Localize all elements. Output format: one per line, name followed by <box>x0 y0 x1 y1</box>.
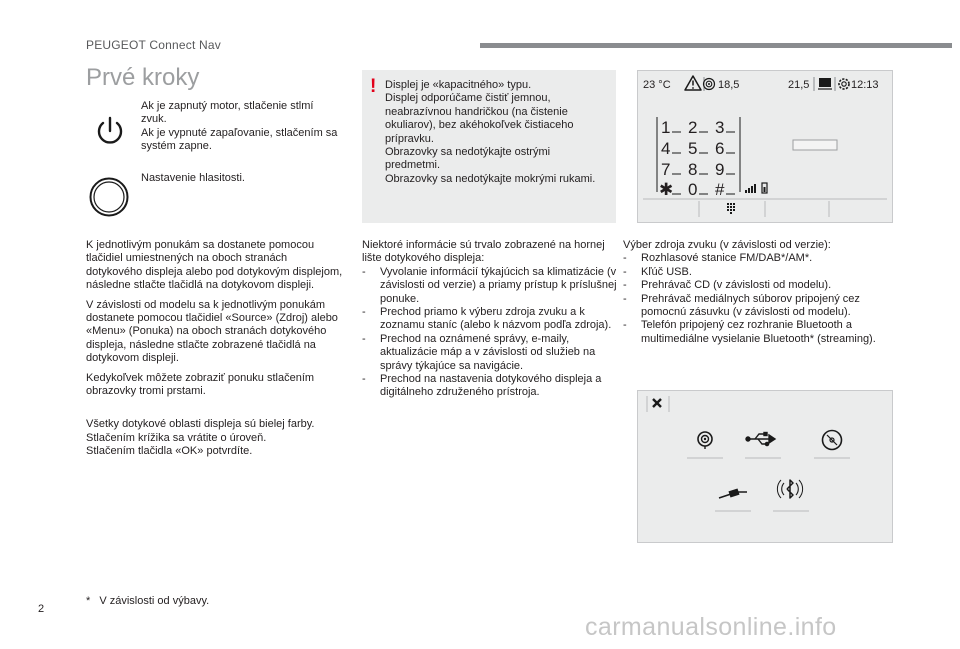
warning-text <box>385 79 607 186</box>
middle-item-1: - Vyvolanie informácií týkajúcich sa klimatizácie (v závislosti od verzie) a priamy prístup k príslušnej ponuke. <box>362 266 618 306</box>
bluetooth-icon <box>777 480 802 498</box>
warning-line-1: Displej je «kapacitného» typu. <box>385 79 532 91</box>
right-intro: Výber zdroja zvuku (v závislosti od verzie): <box>623 239 831 251</box>
warning-mark: ! <box>370 76 377 97</box>
middle-column <box>362 239 618 400</box>
keypad-key-hash: # <box>715 180 725 199</box>
audio-source-5: - Telefón pripojený cez rozhranie Bluetooth a multimediálne vysielanie Bluetooth* (streaming). <box>623 319 895 346</box>
keypad-underscores <box>672 132 735 194</box>
radio-source-icon <box>698 432 712 449</box>
screen-keypad-drawing <box>637 70 893 223</box>
radio-icon <box>704 79 715 90</box>
power-description <box>141 100 341 154</box>
number-input-field <box>793 140 837 150</box>
keypad-key-3: 3 <box>715 118 725 137</box>
screen-sources-drawing <box>637 390 893 543</box>
middle-item-2: - Prechod priamo k výberu zdroja zvuku a k zoznamu staníc (alebo k názvom podľa zdroja). <box>362 306 618 333</box>
keypad-key-4: 4 <box>661 139 671 158</box>
keypad-key-star: ✱ <box>659 180 674 199</box>
warning-line-4: Obrazovky sa nedotýkajte mokrými rukami. <box>385 172 596 185</box>
audio-source-list <box>623 252 895 346</box>
audio-source-3: - Prehrávač CD (v závislosti od modelu). <box>623 279 895 292</box>
usb-icon <box>746 433 775 446</box>
warning-triangle-icon <box>685 76 701 90</box>
freq-value-1: 18,5 <box>718 79 740 91</box>
keypad-key-6: 6 <box>715 139 725 158</box>
keypad-key-0: 0 <box>688 180 698 199</box>
right-column <box>623 239 895 346</box>
left-column <box>86 239 344 459</box>
footnote-mark: * <box>86 595 91 607</box>
header-bar <box>480 43 952 48</box>
keypad-key-5: 5 <box>688 139 698 158</box>
left-para-6: Stlačením tlačidla «OK» potvrdíte. <box>86 445 253 458</box>
left-para-2: V závislosti od modelu sa k jednotlivým ponukám dostanete pomocou tlačidiel «Source» (Zdroj) alebo «Menu» (Ponuka) na oboch stranách dotykového displeja, následne stlačte zobrazené tlačidlá na dotykovom displeji. <box>86 298 338 365</box>
audio-source-4: - Prehrávač mediálnych súborov pripojený cez pomocnú zásuvku (v závislosti od modelu). <box>623 293 895 320</box>
keypad-menu-icon <box>727 203 735 214</box>
middle-intro: Niektoré informácie sú trvalo zobrazené na hornej lište dotykového displeja: <box>362 239 605 265</box>
volume-knob-icon <box>88 176 130 218</box>
keypad-key-1: 1 <box>661 118 671 137</box>
power-text-1: Ak je zapnutý motor, stlačenie stlmí zvuk. <box>141 100 314 126</box>
power-icon <box>90 111 130 151</box>
keypad-key-7: 7 <box>661 160 671 179</box>
keypad-key-2: 2 <box>688 118 698 137</box>
power-text-2: Ak je vypnuté zapaľovanie, stlačením sa systém zapne. <box>141 126 338 153</box>
cd-icon <box>823 431 842 450</box>
audio-source-1: - Rozhlasové stanice FM/DAB*/AM*. <box>623 252 895 265</box>
footnote <box>86 595 346 608</box>
volume-text: Nastavenie hlasitosti. <box>141 172 245 184</box>
left-para-5: Stlačením krížika sa vrátite o úroveň. <box>86 431 267 444</box>
watermark: carmanualsonline.info <box>585 613 837 641</box>
message-icon <box>818 78 832 89</box>
footnote-text: V závislosti od výbavy. <box>99 595 210 607</box>
middle-list <box>362 266 618 400</box>
settings-gear-icon <box>839 79 849 89</box>
page-number: 2 <box>38 603 45 615</box>
left-para-3: Kedykoľvek môžete zobraziť ponuku stlačením obrazovky tromi prstami. <box>86 371 315 398</box>
freq-value-2: 21,5 <box>788 79 810 91</box>
time-value: 12:13 <box>851 79 879 91</box>
keypad-key-8: 8 <box>688 160 698 179</box>
left-para-4: Všetky dotykové oblasti displeja sú bielej farby. <box>86 418 315 431</box>
temp-value: 23 °C <box>643 79 671 91</box>
middle-item-4: - Prechod na nastavenia dotykového displeja a digitálneho združeného prístroja. <box>362 373 618 400</box>
signal-strength-icon <box>745 184 756 193</box>
header-title: PEUGEOT Connect Nav <box>86 38 221 52</box>
warning-line-3: Obrazovky sa nedotýkajte ostrými predmetmi. <box>385 146 551 172</box>
page-title: Prvé kroky <box>86 64 200 91</box>
close-icon <box>653 399 661 407</box>
keypad-key-9: 9 <box>715 160 725 179</box>
audio-source-2: - Kľúč USB. <box>623 266 895 279</box>
aux-cable-icon <box>719 489 747 498</box>
left-para-1: K jednotlivým ponukám sa dostanete pomocou tlačidiel umiestnených na oboch stranách dotykového displeja alebo pod dotykovým displejom, následne stlačte tlačidlá na dotykovom displeji. <box>86 239 343 292</box>
middle-item-3: - Prechod na oznámené správy, e-maily, aktualizácie máp a v závislosti od služieb na správy týkajúce sa navigácie. <box>362 333 618 373</box>
warning-line-2: Displej odporúčame čistiť jemnou, neabrazívnou handričkou (na čistenie okuliarov), bez akéhokoľvek čistiaceho prípravku. <box>385 92 574 145</box>
phone-battery-icon <box>762 183 767 193</box>
